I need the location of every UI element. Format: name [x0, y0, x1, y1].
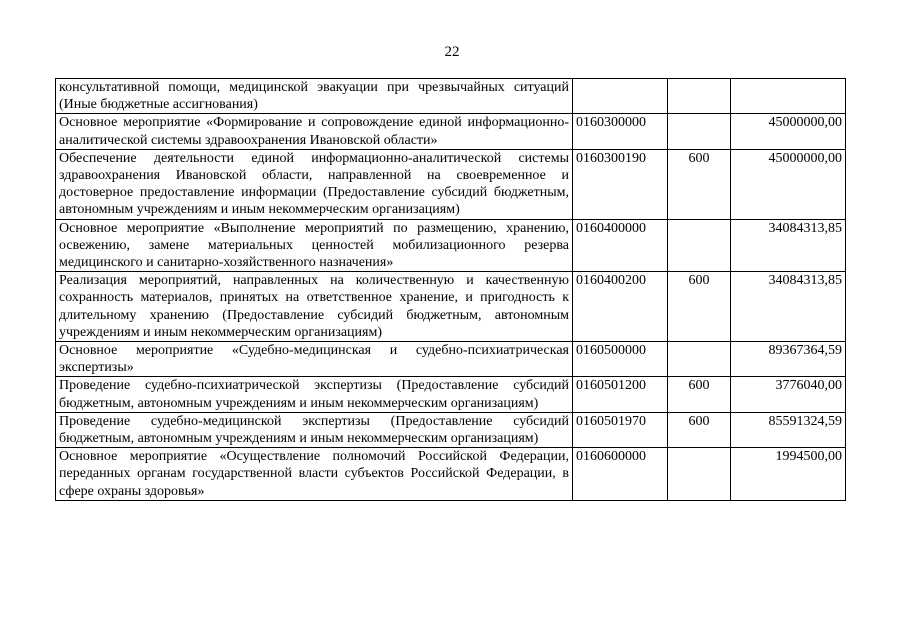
row-amount [731, 79, 846, 114]
row-expense-type: 600 [668, 377, 731, 412]
row-expense-type: 600 [668, 149, 731, 219]
row-description: Основное мероприятие «Судебно-медицинская и судебно-психиатрическая экспертизы» [56, 342, 573, 377]
row-target-code: 0160300000 [573, 114, 668, 149]
row-amount: 34084313,85 [731, 272, 846, 342]
row-amount: 45000000,00 [731, 114, 846, 149]
row-description: Основное мероприятие «Осуществление полномочий Российской Федерации, переданных органам государственной власти субъектов Российской Федерации, в сфере охраны здоровья» [56, 448, 573, 501]
row-description: Реализация мероприятий, направленных на количественную и качественную сохранность материалов, принятых на ответственное хранение, и пригодность к длительному хранению (Предоставление субсидий бюджетным, автономным учреждениям и иным некоммерческим организациям) [56, 272, 573, 342]
row-target-code: 0160600000 [573, 448, 668, 501]
row-expense-type [668, 79, 731, 114]
budget-table [55, 78, 846, 501]
table-row [56, 412, 846, 447]
row-expense-type: 600 [668, 412, 731, 447]
row-target-code: 0160501200 [573, 377, 668, 412]
row-expense-type [668, 342, 731, 377]
row-description: Основное мероприятие «Выполнение мероприятий по размещению, хранению, освежению, замене материальных ценностей мобилизационного резерва медицинского и санитарно-хозяйственного назначения» [56, 219, 573, 272]
row-target-code: 0160500000 [573, 342, 668, 377]
row-description: консультативной помощи, медицинской эвакуации при чрезвычайных ситуаций (Иные бюджетные ассигнования) [56, 79, 573, 114]
budget-table-body [56, 79, 846, 501]
table-row [56, 272, 846, 342]
row-description: Основное мероприятие «Формирование и сопровождение единой информационно-аналитической системы здравоохранения Ивановской области» [56, 114, 573, 149]
row-target-code: 0160300190 [573, 149, 668, 219]
row-amount: 1994500,00 [731, 448, 846, 501]
table-row [56, 114, 846, 149]
row-description: Обеспечение деятельности единой информационно-аналитической системы здравоохранения Ивановской области, направленной на своевременное и достоверное предоставление информации (Предоставление субсидий бюджетным, автономным учреждениям и иным некоммерческим организациям) [56, 149, 573, 219]
row-amount: 89367364,59 [731, 342, 846, 377]
row-amount: 85591324,59 [731, 412, 846, 447]
row-description: Проведение судебно-медицинской экспертизы (Предоставление субсидий бюджетным, автономным учреждениям и иным некоммерческим организациям) [56, 412, 573, 447]
row-amount: 34084313,85 [731, 219, 846, 272]
page-number: 22 [444, 44, 460, 60]
row-expense-type: 600 [668, 272, 731, 342]
row-target-code: 0160400200 [573, 272, 668, 342]
row-expense-type [668, 448, 731, 501]
row-amount: 3776040,00 [731, 377, 846, 412]
table-row [56, 149, 846, 219]
table-row [56, 377, 846, 412]
table-row [56, 342, 846, 377]
table-row [56, 448, 846, 501]
table-row [56, 79, 846, 114]
table-row [56, 219, 846, 272]
row-description: Проведение судебно-психиатрической экспертизы (Предоставление субсидий бюджетным, автономным учреждениям и иным некоммерческим организациям) [56, 377, 573, 412]
row-expense-type [668, 114, 731, 149]
row-target-code [573, 79, 668, 114]
row-target-code: 0160501970 [573, 412, 668, 447]
row-expense-type [668, 219, 731, 272]
row-amount: 45000000,00 [731, 149, 846, 219]
row-target-code: 0160400000 [573, 219, 668, 272]
